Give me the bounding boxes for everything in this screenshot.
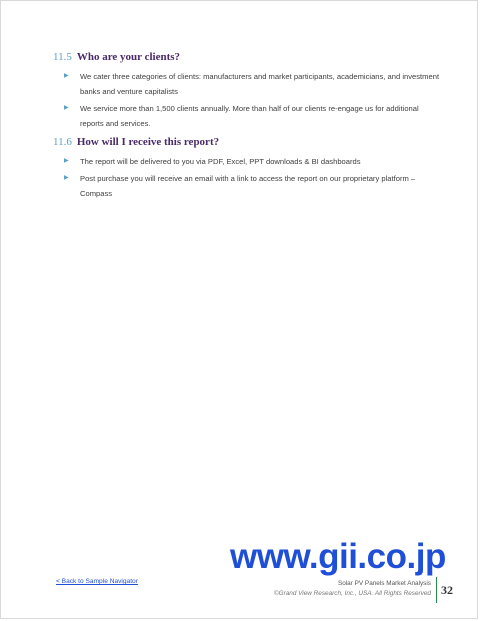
watermark: www.gii.co.jp bbox=[230, 537, 446, 576]
section-heading bbox=[53, 51, 443, 63]
section-title: Who are your clients? bbox=[76, 51, 181, 63]
triangle-right-icon: ▶ bbox=[64, 158, 69, 164]
section-number: 11.6 bbox=[53, 136, 72, 148]
page-number-divider bbox=[436, 577, 437, 603]
bullet-text: We service more than 1,500 clients annually. More than half of our clients re-engage us for additional reports and services. bbox=[80, 104, 419, 128]
bullet-text: We cater three categories of clients: manufacturers and market participants, academicians, and investment banks and venture capitalists bbox=[80, 72, 440, 96]
report-title: Solar PV Panels Market Analysis bbox=[337, 580, 431, 587]
list-item bbox=[53, 101, 443, 131]
back-to-navigator-link[interactable]: < Back to Sample Navigator bbox=[56, 578, 138, 585]
section-title: How will I receive this report? bbox=[76, 136, 220, 148]
bullet-list bbox=[53, 154, 443, 201]
bullet-text: Post purchase you will receive an email with a link to access the report on our proprietary platform – Compass bbox=[80, 174, 416, 198]
list-item bbox=[53, 154, 443, 169]
bullet-text: The report will be delivered to you via PDF, Excel, PPT downloads & BI dashboards bbox=[80, 157, 361, 166]
triangle-right-icon: ▶ bbox=[64, 73, 69, 79]
triangle-right-icon: ▶ bbox=[64, 175, 69, 181]
section-clients bbox=[53, 51, 443, 133]
triangle-right-icon: ▶ bbox=[64, 105, 69, 111]
bullet-list bbox=[53, 69, 443, 131]
list-item bbox=[53, 171, 443, 201]
section-delivery bbox=[53, 136, 443, 203]
footer-info bbox=[274, 579, 431, 599]
page-number: 32 bbox=[441, 583, 453, 597]
list-item bbox=[53, 69, 443, 99]
section-number: 11.5 bbox=[53, 51, 72, 63]
section-heading bbox=[53, 136, 443, 148]
copyright: ©Grand View Research, Inc., USA. All Rights Reserved bbox=[273, 590, 431, 597]
